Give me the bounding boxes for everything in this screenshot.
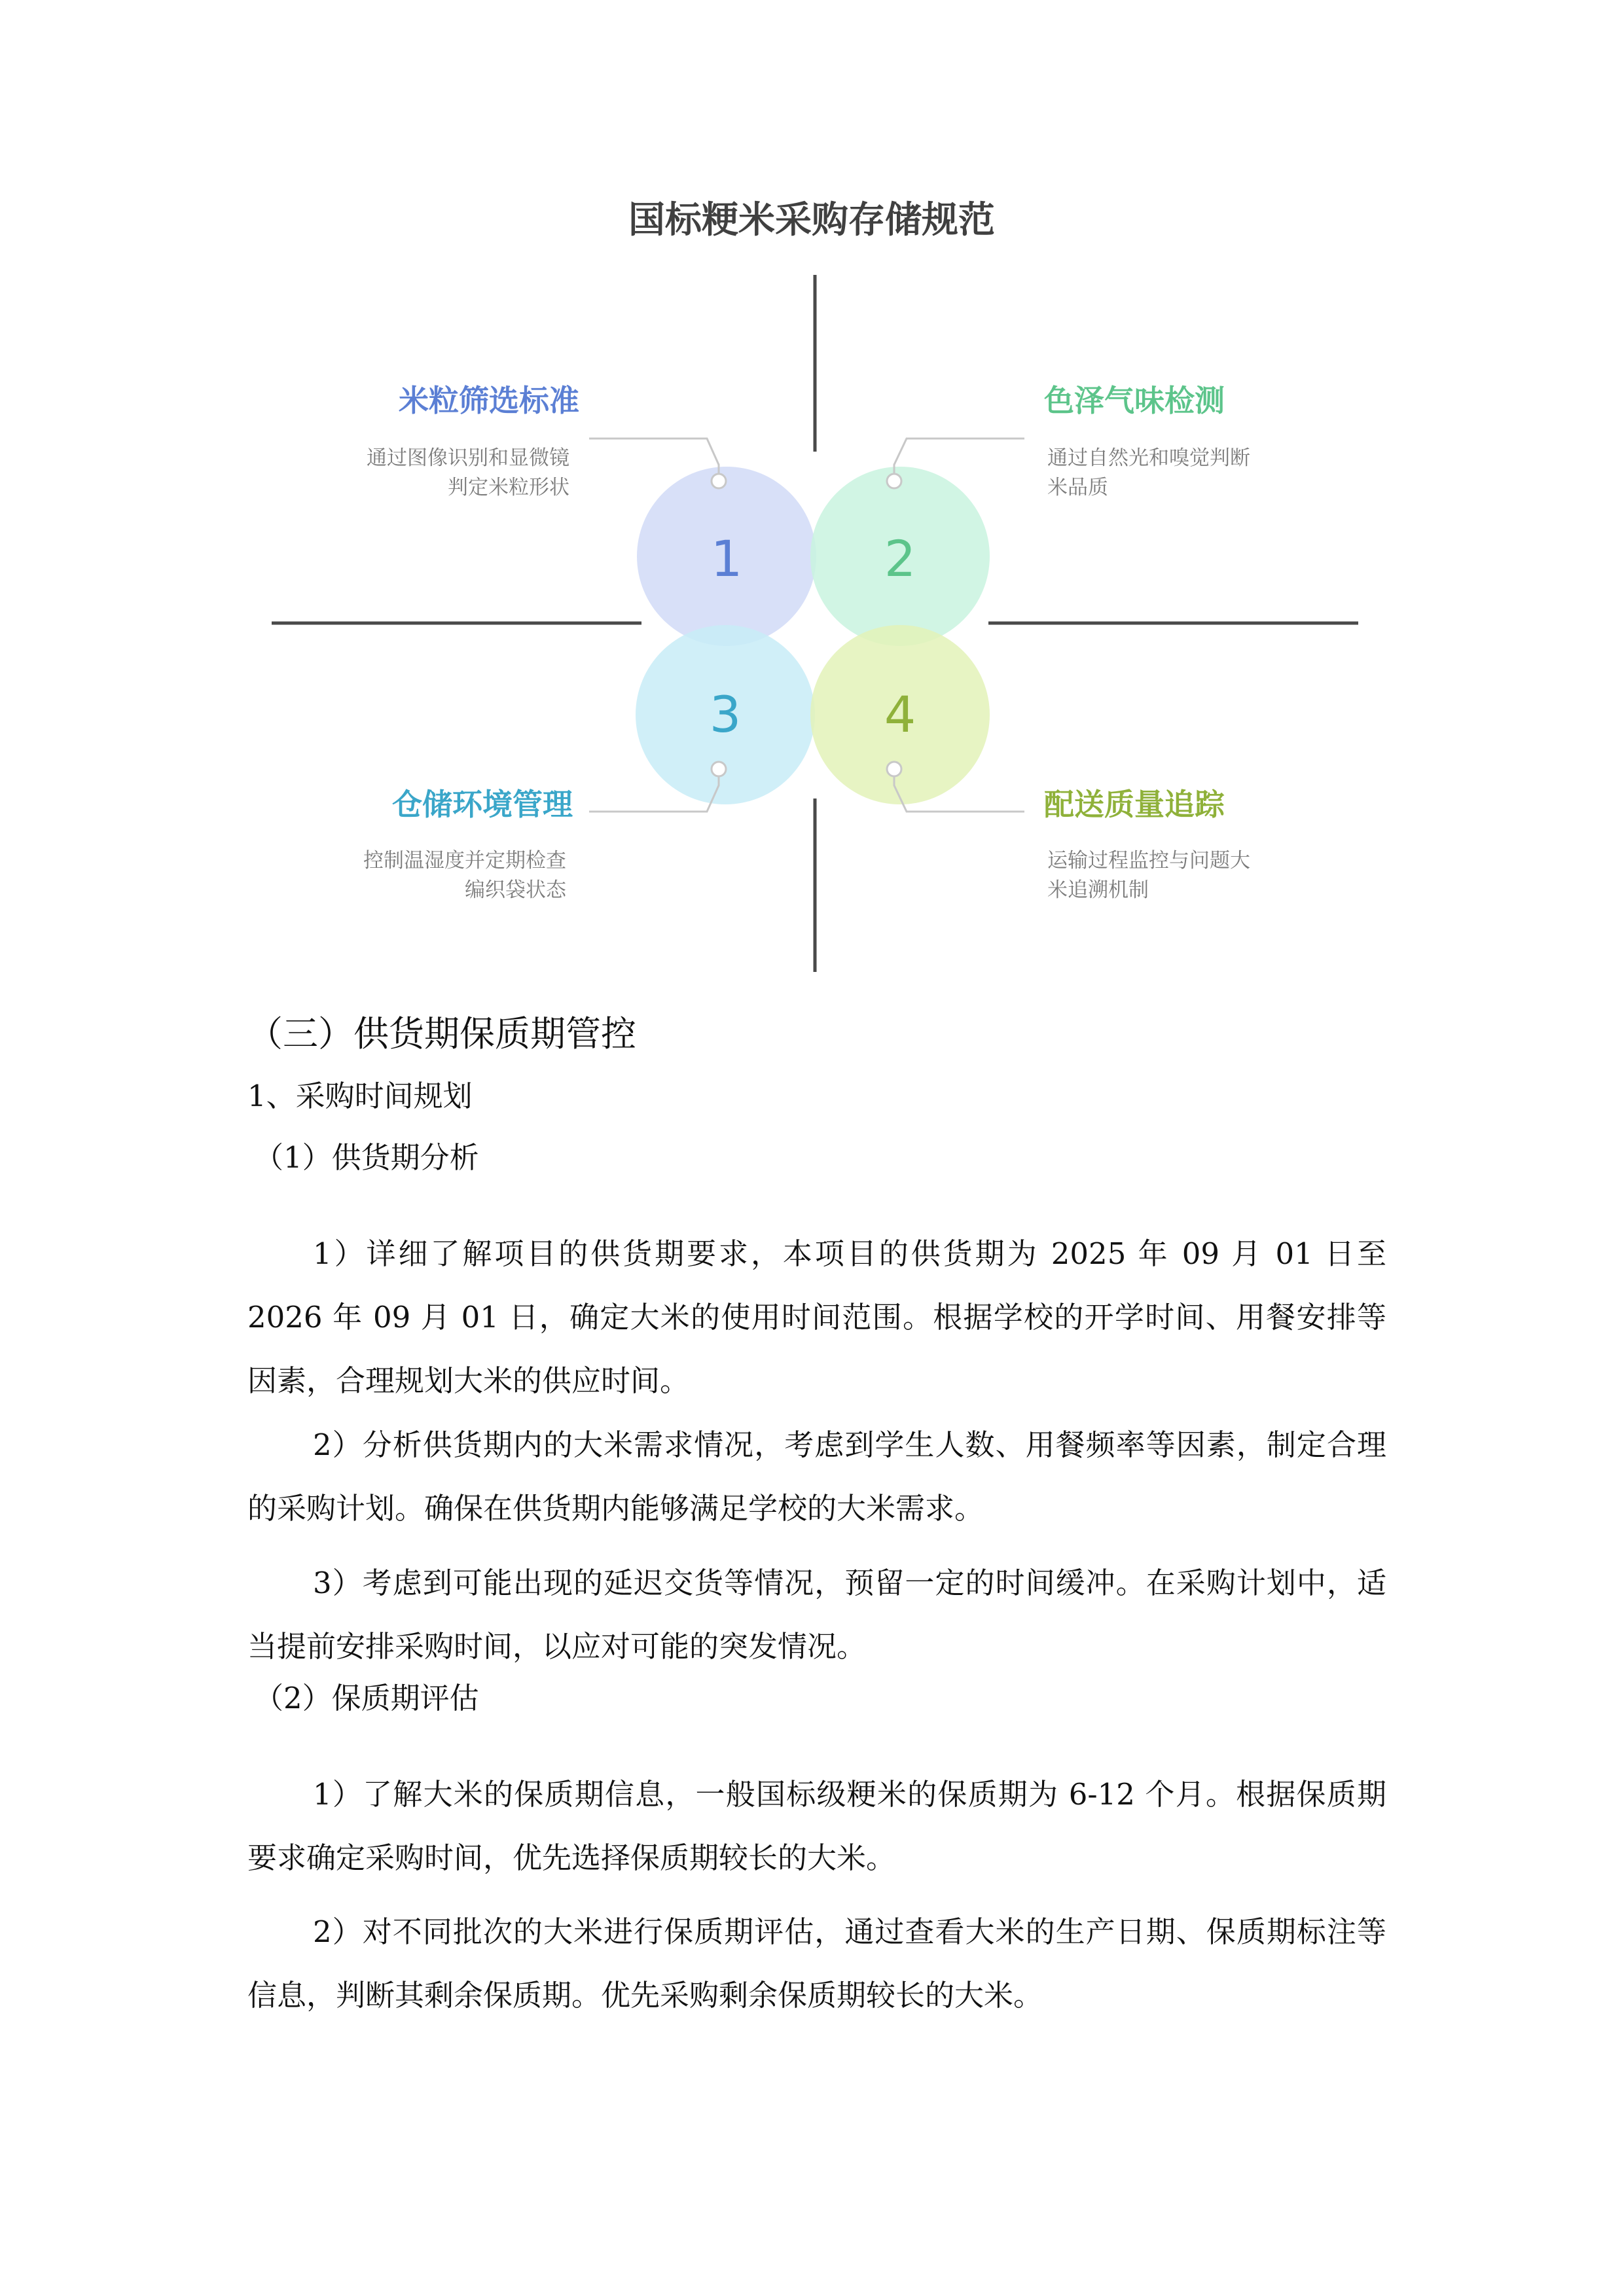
quadrant-desc-3-line-1: 控制温湿度并定期检查: [363, 849, 566, 872]
quadrant-title-2: 色泽气味检测: [1044, 383, 1225, 418]
part-heading-1: （1）供货期分析: [254, 1140, 479, 1175]
circle-number-2: 2: [884, 529, 916, 588]
paragraph-1-2: 2）分析供货期内的大米需求情况，考虑到学生人数、用餐频率等因素，制定合理的采购计划。确保在供货期内能够满足学校的大米需求。: [247, 1427, 1386, 1526]
leader-dot-3: [712, 762, 726, 776]
quadrant-desc-3-line-2: 编织袋状态: [465, 878, 566, 902]
quadrant-title-1: 米粒筛选标准: [399, 383, 579, 418]
rice-standards-diagram: [0, 0, 1624, 982]
subsection-heading: 1、采购时间规划: [247, 1079, 473, 1113]
paragraph-1-3: 3）考虑到可能出现的延迟交货等情况，预留一定的时间缓冲。在采购计划中，适当提前安排采购时间，以应对可能的突发情况。: [247, 1566, 1386, 1664]
paragraph-2-2: 2）对不同批次的大米进行保质期评估，通过查看大米的生产日期、保质期标注等信息，判断其剩余保质期。优先采购剩余保质期较长的大米。: [247, 1914, 1386, 2013]
circle-number-1: 1: [710, 529, 743, 588]
quadrant-desc-2-line-2: 米品质: [1047, 476, 1108, 499]
circle-number-3: 3: [709, 685, 742, 744]
quadrant-desc-4-line-2: 米追溯机制: [1047, 878, 1149, 902]
diagram-title: 国标粳米采购存储规范: [628, 199, 995, 242]
paragraph-1-1: 1）详细了解项目的供货期要求，本项目的供货期为 2025 年 09 月 01 日至 2026 年 09 月 01 日，确定大米的使用时间范围。根据学校的开学时间、用餐安排等因素，合理规划大米的供应时间。: [247, 1236, 1386, 1398]
leader-dot-2: [887, 474, 901, 488]
quadrant-title-3: 仓储环境管理: [392, 787, 573, 822]
paragraph-2-1: 1）了解大米的保质期信息，一般国标级粳米的保质期为 6-12 个月。根据保质期要求确定采购时间，优先选择保质期较长的大米。: [247, 1777, 1386, 1875]
quadrant-title-4: 配送质量追踪: [1044, 787, 1225, 822]
quadrant-desc-4-line-1: 运输过程监控与问题大: [1047, 849, 1250, 872]
quadrant-desc-1-line-2: 判定米粒形状: [448, 476, 569, 499]
leader-dot-1: [712, 474, 726, 488]
leader-dot-4: [887, 762, 901, 776]
quadrant-desc-1-line-1: 通过图像识别和显微镜: [367, 446, 569, 470]
circle-number-4: 4: [884, 685, 916, 744]
section-heading: （三）供货期保质期管控: [247, 1013, 636, 1054]
part-heading-2: （2）保质期评估: [254, 1681, 479, 1715]
quadrant-desc-2-line-1: 通过自然光和嗅觉判断: [1047, 446, 1250, 470]
